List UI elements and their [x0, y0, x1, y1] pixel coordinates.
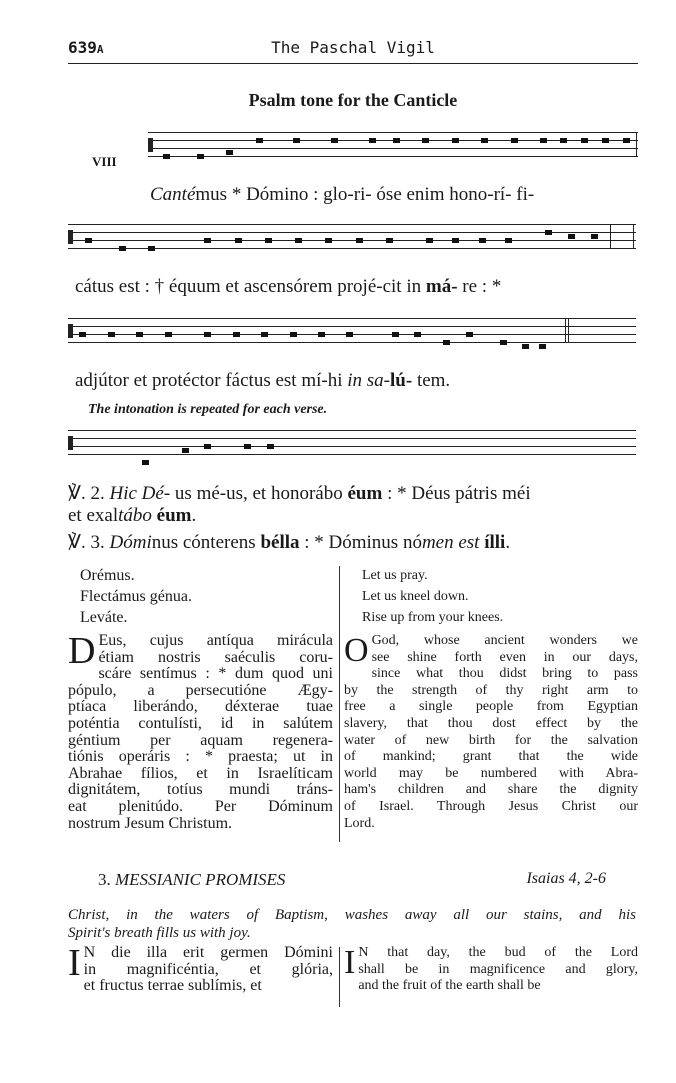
- oremus-line: Leváte.: [80, 609, 128, 626]
- neume-note: [235, 238, 242, 243]
- text-line: by the strength of thy right arm to: [344, 682, 638, 698]
- neume-note: [505, 238, 512, 243]
- staff-line: [68, 446, 636, 447]
- text-line: scáre sentímus : * dum quod uni: [98, 666, 333, 683]
- neume-note: [369, 138, 376, 143]
- neume-note: [136, 332, 143, 337]
- drop-cap: D: [68, 630, 96, 672]
- text-line: poténtia contulísti, id in salútem: [68, 715, 333, 732]
- staff-line: [68, 438, 636, 439]
- neume-note: [119, 246, 126, 251]
- clef-icon: [68, 324, 73, 338]
- rubric-line: Christ, in the waters of Baptism, washes away all our stains, and his: [68, 907, 636, 923]
- prayer-english: [344, 633, 638, 832]
- neume-note: [226, 150, 233, 155]
- chant-lyric-2: cátus est : † équum et ascensórem projé-cit in má- re : *: [75, 276, 502, 297]
- neume-note: [481, 138, 488, 143]
- neume-note: [479, 238, 486, 243]
- chant-staff-4: [68, 430, 636, 460]
- neume-note: [443, 340, 450, 345]
- neume-note: [204, 238, 211, 243]
- staff-line: [68, 224, 636, 225]
- text-line: eat plenitúdo. Per Dóminum: [68, 798, 333, 815]
- chant-staff-1: [148, 132, 638, 162]
- scripture-reference: Isaias 4, 2-6: [526, 870, 606, 887]
- reading-english: [344, 945, 638, 995]
- staff-line: [148, 132, 638, 133]
- neume-note: [602, 138, 609, 143]
- text-line: God, whose ancient wonders we: [371, 633, 638, 648]
- neume-note: [163, 154, 170, 159]
- neume-note: [414, 332, 421, 337]
- text-line: et fructus terrae sublímis, et: [83, 978, 262, 995]
- text-line: tiónis operáris : * praesta; ut in: [68, 749, 333, 766]
- neume-note: [568, 234, 575, 239]
- oremus-english: [362, 565, 656, 628]
- neume-note: [79, 332, 86, 337]
- neume-note: [426, 238, 433, 243]
- bar-line: [565, 318, 566, 343]
- text-line: Eus, cujus antíqua mirácula: [98, 633, 333, 649]
- column-divider-2: [339, 947, 340, 1007]
- staff-line: [68, 454, 636, 455]
- text-line: étiam nostris saéculis coru-: [98, 649, 333, 666]
- page-title: Psalm tone for the Canticle: [248, 90, 458, 110]
- neume-note: [182, 448, 189, 453]
- neume-note: [261, 332, 268, 337]
- text-line: dignitátem, totíus mundi tráns-: [68, 782, 333, 799]
- text-line: since what thou didst bring to pass: [371, 666, 638, 682]
- bar-line: [610, 224, 611, 249]
- neume-note: [165, 332, 172, 337]
- verse-2: ℣. 2. Hic Dé- us mé-us, et honorábo éum : * Déus pátris méi: [68, 483, 531, 504]
- text-line: N die illa erit germen Dómini: [83, 945, 333, 961]
- neume-note: [204, 444, 211, 449]
- rubric-line: Spirit's breath fills us with joy.: [68, 925, 251, 941]
- neume-note: [233, 332, 240, 337]
- text-line: and the fruit of the earth shall be: [358, 978, 541, 994]
- text-line: free a single people from Egyptian: [344, 699, 638, 715]
- text-line: see shine forth even in our days,: [371, 649, 638, 665]
- text-line: ptíaca liberándo, déxterae tuae: [68, 699, 333, 716]
- neume-note: [581, 138, 588, 143]
- neume-note: [392, 332, 399, 337]
- neume-note: [540, 138, 547, 143]
- drop-cap: O: [344, 632, 369, 669]
- neume-note: [511, 138, 518, 143]
- text-line: in magnificéntia, et glória,: [83, 961, 333, 978]
- chant-staff-3: [68, 318, 636, 348]
- text-line: slavery, that thou dost effect by the: [344, 715, 638, 731]
- oremus-line: Orémus.: [80, 567, 135, 584]
- neume-note: [500, 340, 507, 345]
- oremus-line: Let us pray.: [362, 568, 428, 583]
- neume-note: [142, 460, 149, 465]
- oremus-line: Rise up from your knees.: [362, 610, 504, 625]
- chant-lyric-1: Cantémus * Dómino : glo-ri- óse enim hono-rí- fi-: [150, 184, 535, 205]
- neume-note: [522, 344, 529, 349]
- neume-note: [331, 138, 338, 143]
- neume-note: [197, 154, 204, 159]
- verse-3: ℣. 3. Dóminus cónterens bélla : * Dóminus nómen est ílli.: [68, 532, 511, 553]
- running-header: [68, 38, 638, 60]
- neume-note: [290, 332, 297, 337]
- text-line: nostrum Jesum Christum.: [68, 815, 233, 832]
- text-line: of Israel. Through Jesus Christ our: [344, 798, 638, 814]
- neume-note: [244, 444, 251, 449]
- mode-number: VIII: [92, 154, 117, 169]
- text-line: world may be numbered with Abra-: [344, 765, 638, 781]
- clef-icon: [68, 230, 73, 244]
- header-rule: [68, 63, 638, 64]
- bar-line: [636, 132, 637, 157]
- neume-note: [256, 138, 263, 143]
- text-line: N that day, the bud of the Lord: [358, 945, 638, 960]
- reading-latin: [68, 942, 333, 995]
- neume-note: [325, 238, 332, 243]
- staff-line: [68, 318, 636, 319]
- staff-line: [68, 240, 636, 241]
- neume-note: [545, 230, 552, 235]
- chant-staff-2: [68, 224, 636, 254]
- section-title: 3. MESSIANIC PROMISES: [98, 870, 286, 889]
- text-line: Lord.: [344, 815, 375, 831]
- neume-note: [346, 332, 353, 337]
- neume-note: [466, 332, 473, 337]
- neume-note: [293, 138, 300, 143]
- oremus-line: Flectámus génua.: [80, 588, 192, 605]
- text-line: pópulo, a persecutióne Ægy-: [68, 682, 333, 699]
- neume-note: [356, 238, 363, 243]
- text-line: of mankind; grant that the wide: [344, 749, 638, 765]
- oremus-line: Let us kneel down.: [362, 589, 469, 604]
- page-number: 639A: [68, 38, 104, 57]
- drop-cap: I: [344, 944, 356, 981]
- staff-line: [68, 430, 636, 431]
- neume-note: [591, 234, 598, 239]
- bar-line: [568, 318, 569, 343]
- neume-note: [295, 238, 302, 243]
- clef-icon: [68, 436, 73, 450]
- running-title: The Paschal Vigil: [271, 38, 435, 57]
- neume-note: [318, 332, 325, 337]
- text-line: Abrahae fílios, et in Israelíticam: [68, 765, 333, 782]
- clef-icon: [148, 138, 153, 152]
- rubric: [68, 906, 636, 942]
- neume-note: [393, 138, 400, 143]
- staff-line: [68, 342, 636, 343]
- text-line: géntium per aquam regenera-: [68, 732, 333, 749]
- neume-note: [539, 344, 546, 349]
- neume-note: [148, 246, 155, 251]
- neume-note: [560, 138, 567, 143]
- staff-line: [148, 156, 638, 157]
- text-line: shall be in magnificence and glory,: [358, 961, 638, 977]
- neume-note: [265, 238, 272, 243]
- oremus-latin: [80, 565, 345, 628]
- prayer-latin: [68, 630, 333, 832]
- neume-note: [85, 238, 92, 243]
- text-line: ham's children and share the dignity: [344, 782, 638, 798]
- neume-note: [422, 138, 429, 143]
- neume-note: [108, 332, 115, 337]
- neume-note: [204, 332, 211, 337]
- neume-note: [267, 444, 274, 449]
- chant-lyric-3: adjútor et protéctor fáctus est mí-hi in sa-lú- tem.: [75, 370, 451, 391]
- neume-note: [623, 138, 630, 143]
- neume-note: [452, 138, 459, 143]
- drop-cap: I: [68, 942, 81, 984]
- intonation-note: The intonation is repeated for each verse.: [88, 402, 328, 417]
- neume-note: [452, 238, 459, 243]
- staff-line: [68, 326, 636, 327]
- verse-2-continued: et exaltábo éum.: [68, 505, 197, 526]
- staff-line: [148, 148, 638, 149]
- neume-note: [386, 238, 393, 243]
- text-line: water of new birth for the salvation: [344, 732, 638, 748]
- bar-line: [633, 224, 634, 249]
